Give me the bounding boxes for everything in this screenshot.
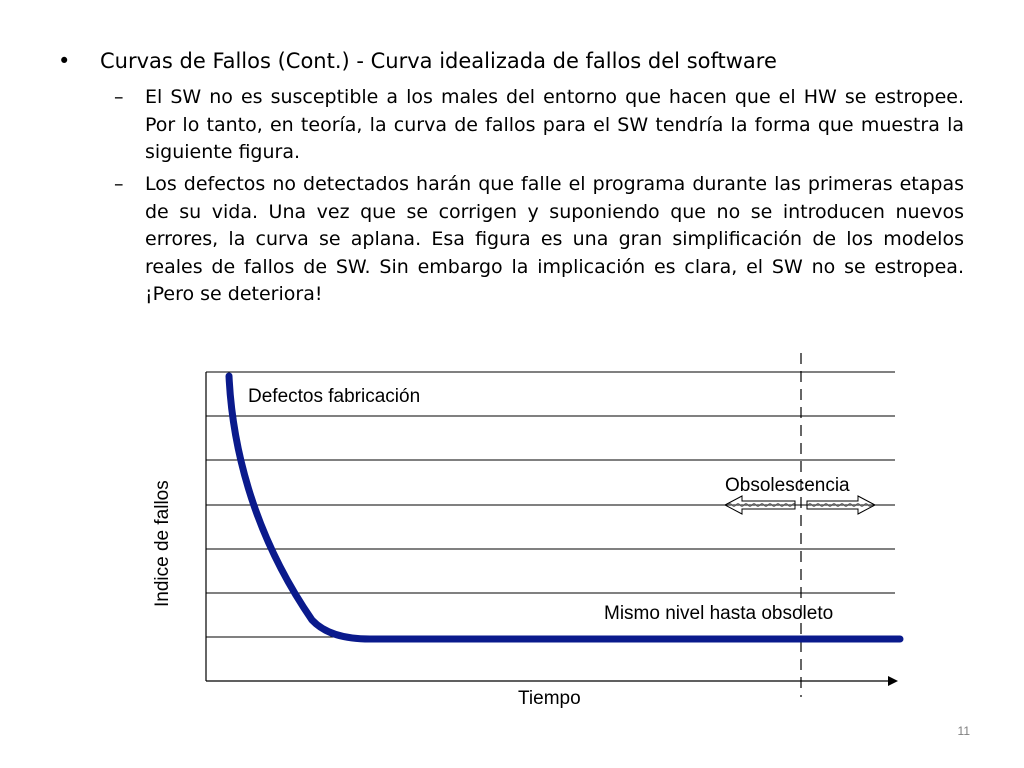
sub-bullet-text: El SW no es susceptible a los males del entorno que hacen que el HW se estropee. Por lo tanto, en teoría, la curva de fallos para el SW tendría la forma que muestra la siguiente figura.: [145, 86, 964, 163]
failure-rate-curve: [229, 376, 900, 639]
annotation-obsolescencia: Obsolescencia: [725, 475, 850, 496]
x-axis-label: Tiempo: [518, 688, 581, 709]
y-axis-label: Indice de fallos: [152, 480, 173, 607]
page-number: 11: [957, 724, 970, 738]
slide-title: Curvas de Fallos (Cont.) - Curva idealizada de fallos del software: [100, 49, 777, 73]
dash-marker: –: [114, 86, 124, 108]
bullet-marker: •: [58, 49, 71, 73]
annotation-mismo-nivel: Mismo nivel hasta obsoleto: [604, 603, 834, 624]
dash-marker: –: [114, 173, 124, 195]
x-axis-arrowhead: [888, 676, 898, 686]
sub-bullet-text: Los defectos no detectados harán que falle el programa durante las primeras etapas de su vida. Una vez que se corrigen y suponiendo que no se introducen nuevos errores, la curva se aplana. Esa figura es una gran simplificación de los modelos reales de fallos de SW. Sin embargo la implicación es clara, el SW no se estropea. ¡Pero se deteriora!: [145, 173, 964, 305]
annotation-defectos: Defectos fabricación: [248, 386, 421, 407]
